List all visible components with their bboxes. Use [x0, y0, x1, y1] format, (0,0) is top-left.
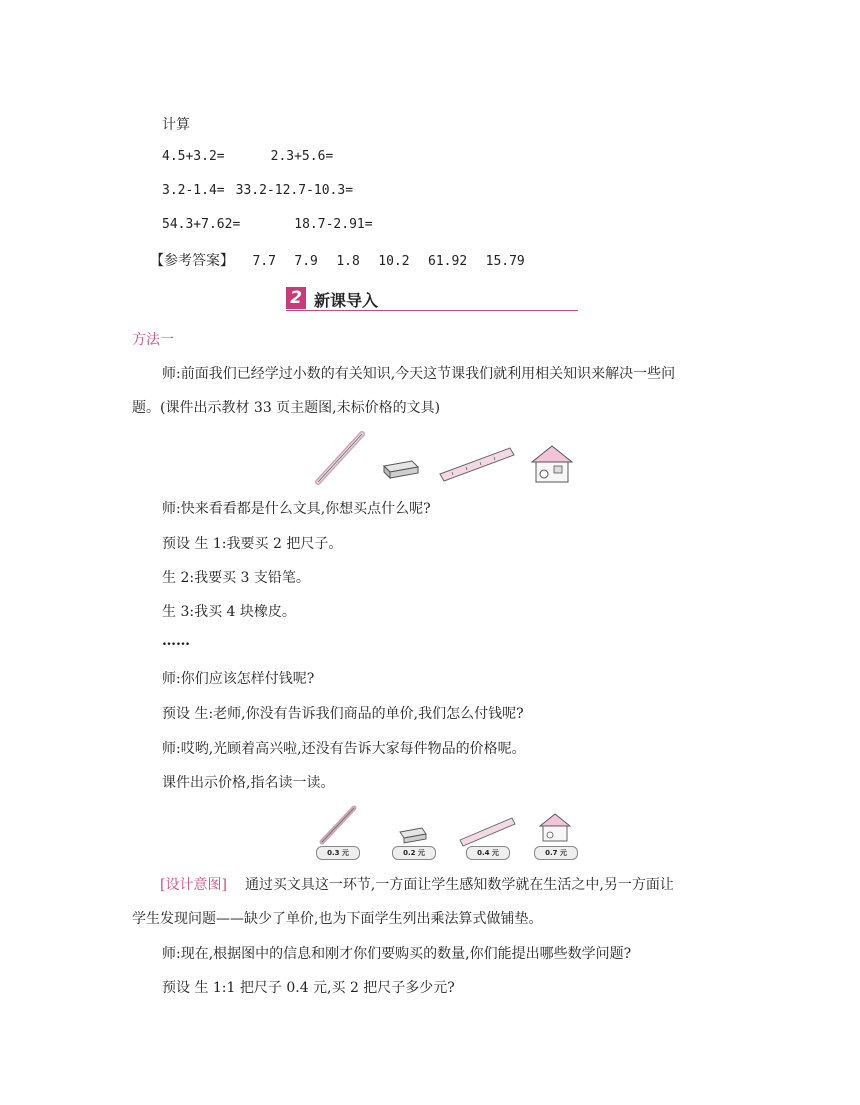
calc-expr: 3.2-1.4= [162, 183, 225, 198]
stationery-illustration [310, 428, 580, 488]
paragraph: 题。(课件出示教材 33 页主题图,未标价格的文具) [132, 400, 441, 416]
paragraph: 师:哎哟,光顾着高兴啦,还没有告诉大家每件物品的价格呢。 [162, 741, 526, 757]
paragraph: 师:快来看看都是什么文具,你想买点什么呢? [162, 501, 431, 517]
calc-expr: 4.5+3.2= [162, 149, 225, 164]
design-intent-label: [设计意图] [160, 877, 227, 893]
calc-expr: 33.2-12.7-10.3= [235, 183, 354, 198]
pencil-sharpener-icon [540, 814, 570, 841]
paragraph: 师:你们应该怎样付钱呢? [162, 671, 315, 687]
section-header [286, 285, 578, 311]
pencil-sharpener-icon [532, 446, 572, 482]
section-number-badge: 2 [286, 287, 306, 309]
answer-value: 61.92 [428, 254, 468, 269]
paragraph: 师:前面我们已经学过小数的有关知识,今天这节课我们就利用相关知识来解决一些问 [162, 366, 676, 382]
paragraph: 师:现在,根据图中的信息和刚才你们要购买的数量,你们能提出哪些数学问题? [162, 946, 632, 962]
pencil-icon [322, 808, 354, 842]
ruler-icon [440, 448, 514, 481]
paragraph: 预设 生 1:我要买 2 把尺子。 [162, 536, 343, 552]
calc-expr: 2.3+5.6= [270, 149, 334, 164]
priced-stationery-illustration [312, 804, 580, 860]
answer-value: 1.8 [336, 254, 360, 269]
price-tag: 0.2 元 [392, 846, 436, 860]
calc-row [162, 183, 353, 198]
answer-value: 7.9 [294, 254, 318, 269]
section-divider [286, 310, 578, 311]
answer-label: 【参考答案】 [150, 253, 234, 269]
paragraph: 生 2:我要买 3 支铅笔。 [162, 570, 310, 586]
ellipsis: …… [162, 633, 190, 649]
method-label: 方法一 [132, 332, 174, 348]
paragraph: 预设 生 1:1 把尺子 0.4 元,买 2 把尺子多少元? [162, 980, 455, 996]
calc-row [162, 149, 333, 164]
section-title: 新课导入 [314, 291, 379, 310]
calc-expr: 54.3+7.62= [162, 217, 241, 232]
answer-value: 10.2 [378, 254, 410, 269]
price-tag: 0.3 元 [316, 846, 360, 860]
eraser-icon [384, 461, 418, 478]
eraser-icon [400, 828, 426, 843]
paragraph: 课件出示价格,指名读一读。 [162, 775, 335, 791]
ruler-icon [460, 818, 515, 846]
design-intent-text: 通过买文具这一环节,一方面让学生感知数学就在生活之中,另一方面让 [244, 877, 674, 893]
paragraph: 生 3:我买 4 块橡皮。 [162, 604, 296, 620]
price-tag: 0.7 元 [534, 846, 578, 860]
calc-expr: 18.7-2.91= [294, 217, 373, 232]
answer-value: 7.7 [252, 254, 276, 269]
answer-value: 15.79 [485, 254, 525, 269]
paragraph: 预设 生:老师,你没有告诉我们商品的单价,我们怎么付钱呢? [162, 706, 524, 722]
calc-row [162, 217, 373, 232]
paragraph: 学生发现问题——缺少了单价,也为下面学生列出乘法算式做铺垫。 [132, 911, 543, 927]
price-tag: 0.4 元 [466, 846, 510, 860]
calc-heading: 计算 [162, 117, 190, 133]
pencil-icon [318, 434, 362, 482]
design-intent-line [160, 874, 674, 894]
answer-line [150, 250, 525, 270]
